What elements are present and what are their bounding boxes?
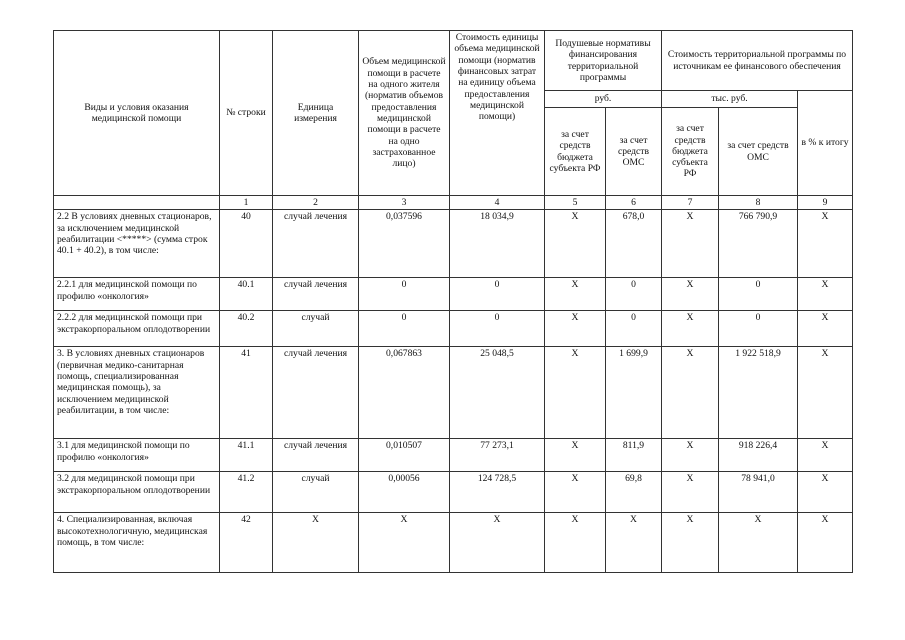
row-pc-budget: X: [545, 278, 606, 311]
territorial-program-table: [53, 30, 853, 573]
table-row: [54, 311, 853, 347]
row-tp-budget: X: [662, 513, 719, 573]
row-tp-budget: X: [662, 472, 719, 513]
row-percent: X: [798, 278, 853, 311]
row-unit: случай лечения: [273, 347, 359, 439]
row-number: 40.2: [220, 311, 273, 347]
row-name: 3.2 для медицинской помощи при экстракорпоральном оплодотворении: [54, 472, 220, 513]
row-pc-budget: X: [545, 210, 606, 278]
row-volume: X: [359, 513, 450, 573]
row-name: 3.1 для медицинской помощи по профилю «онкология»: [54, 439, 220, 472]
header-rub: руб.: [545, 91, 662, 108]
row-tp-oms: 0: [719, 278, 798, 311]
col-number: 9: [798, 196, 853, 210]
row-pc-budget: X: [545, 439, 606, 472]
table-row: [54, 210, 853, 278]
row-pc-oms: 0: [606, 311, 662, 347]
row-pc-budget: X: [545, 513, 606, 573]
row-unit: случай: [273, 311, 359, 347]
row-percent: X: [798, 210, 853, 278]
col-number: 5: [545, 196, 606, 210]
row-volume: 0,00056: [359, 472, 450, 513]
row-pc-budget: X: [545, 311, 606, 347]
row-volume: 0: [359, 278, 450, 311]
header-row-no: № строки: [220, 31, 273, 196]
header-thous-rub: тыс. руб.: [662, 91, 798, 108]
row-cost: 77 273,1: [450, 439, 545, 472]
row-cost: 25 048,5: [450, 347, 545, 439]
row-tp-budget: X: [662, 311, 719, 347]
row-pc-oms: X: [606, 513, 662, 573]
row-name: 3. В условиях дневных стационаров (первичная медико-санитарная помощь, специализированная медицинская помощь), за исключением медицинской реабилитации, в том числе:: [54, 347, 220, 439]
row-pc-oms: 678,0: [606, 210, 662, 278]
table-row: [54, 472, 853, 513]
header-pc-budget: за счет средств бюджета субъекта РФ: [545, 108, 606, 196]
row-percent: X: [798, 472, 853, 513]
col-number: 6: [606, 196, 662, 210]
header-pc-oms: за счет средств ОМС: [606, 108, 662, 196]
row-percent: X: [798, 439, 853, 472]
row-tp-oms: 0: [719, 311, 798, 347]
col-number: 1: [220, 196, 273, 210]
row-percent: X: [798, 347, 853, 439]
row-number: 40: [220, 210, 273, 278]
table-row: [54, 439, 853, 472]
row-tp-budget: X: [662, 439, 719, 472]
col-number: 2: [273, 196, 359, 210]
row-pc-oms: 69,8: [606, 472, 662, 513]
col-number: 4: [450, 196, 545, 210]
header-volume: Объем медицинской помощи в расчете на одного жителя (норматив объемов предоставления медицинской помощи в расчете на одно застрахованное лицо): [359, 31, 450, 196]
row-pc-budget: X: [545, 472, 606, 513]
row-tp-oms: 766 790,9: [719, 210, 798, 278]
col-number: 7: [662, 196, 719, 210]
row-cost: X: [450, 513, 545, 573]
col-number: 8: [719, 196, 798, 210]
row-pc-oms: 811,9: [606, 439, 662, 472]
header-percent: в % к итогу: [798, 91, 853, 196]
header-types: Виды и условия оказания медицинской помощи: [54, 31, 220, 196]
row-pc-oms: 0: [606, 278, 662, 311]
row-volume: 0,010507: [359, 439, 450, 472]
row-number: 41: [220, 347, 273, 439]
row-tp-budget: X: [662, 278, 719, 311]
row-number: 42: [220, 513, 273, 573]
row-tp-oms: 1 922 518,9: [719, 347, 798, 439]
header-cost: Стоимость единицы объема медицинской помощи (норматив финансовых затрат на единицу объема предоставления медицинской помощи): [450, 31, 545, 196]
col-number: 3: [359, 196, 450, 210]
row-number: 41.1: [220, 439, 273, 472]
header-unit: Единица измерения: [273, 31, 359, 196]
row-name: 4. Специализированная, включая высокотехнологичную, медицинская помощь, в том числе:: [54, 513, 220, 573]
row-percent: X: [798, 311, 853, 347]
row-pc-budget: X: [545, 347, 606, 439]
header-tp-oms: за счет средств ОМС: [719, 108, 798, 196]
row-unit: случай лечения: [273, 278, 359, 311]
header-tp-budget: за счет средств бюджета субъекта РФ: [662, 108, 719, 196]
row-tp-oms: 78 941,0: [719, 472, 798, 513]
row-tp-oms: 918 226,4: [719, 439, 798, 472]
table-row: [54, 278, 853, 311]
col-number: [54, 196, 220, 210]
row-cost: 18 034,9: [450, 210, 545, 278]
header-per-capita: Подушевые нормативы финансирования территориальной программы: [545, 31, 662, 91]
table-row: [54, 513, 853, 573]
row-tp-budget: X: [662, 347, 719, 439]
table-row: [54, 347, 853, 439]
row-volume: 0,037596: [359, 210, 450, 278]
row-unit: случай: [273, 472, 359, 513]
row-name: 2.2.1 для медицинской помощи по профилю «онкология»: [54, 278, 220, 311]
row-unit: случай лечения: [273, 439, 359, 472]
row-name: 2.2 В условиях дневных стационаров, за исключением медицинской реабилитации <*****> (сумма строк 40.1 + 40.2), в том числе:: [54, 210, 220, 278]
row-cost: 0: [450, 311, 545, 347]
row-volume: 0: [359, 311, 450, 347]
header-territorial: Стоимость территориальной программы по источникам ее финансового обеспечения: [662, 31, 853, 91]
row-tp-budget: X: [662, 210, 719, 278]
row-unit: X: [273, 513, 359, 573]
row-cost: 0: [450, 278, 545, 311]
row-volume: 0,067863: [359, 347, 450, 439]
row-name: 2.2.2 для медицинской помощи при экстракорпоральном оплодотворении: [54, 311, 220, 347]
row-unit: случай лечения: [273, 210, 359, 278]
row-tp-oms: X: [719, 513, 798, 573]
row-pc-oms: 1 699,9: [606, 347, 662, 439]
column-numbers-row: [54, 196, 853, 210]
row-number: 41.2: [220, 472, 273, 513]
row-number: 40.1: [220, 278, 273, 311]
row-percent: X: [798, 513, 853, 573]
row-cost: 124 728,5: [450, 472, 545, 513]
